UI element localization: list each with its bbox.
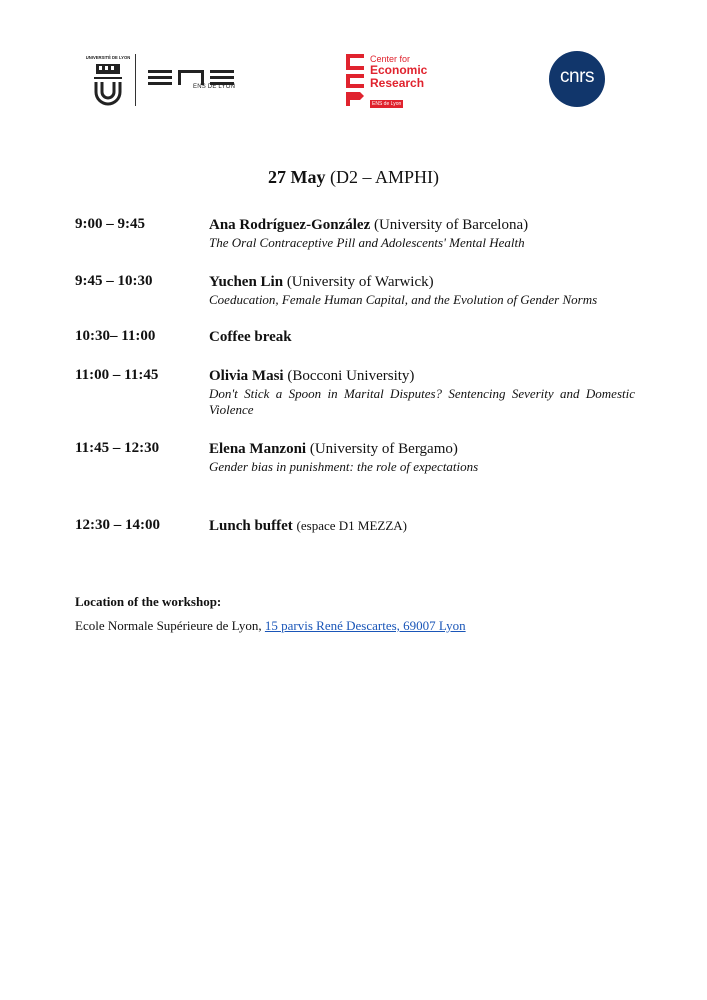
slot-time: 9:45 – 10:30 (75, 273, 153, 289)
location-label: Location of the workshop: (75, 594, 222, 609)
cer-line2: Economic (370, 63, 428, 77)
day-room: (D2 – AMPHI) (329, 167, 439, 187)
slot-time: 11:45 – 12:30 (75, 440, 160, 456)
speaker-affiliation: (University of Barcelona) (373, 217, 529, 233)
slot-time: 12:30 – 14:00 (75, 517, 160, 533)
speaker-affiliation: (University of Bergamo) (309, 441, 458, 457)
cer-logo (344, 52, 440, 110)
lunch-label: Lunch buffet (209, 518, 293, 534)
talk-title: The Oral Contraceptive Pill and Adolescents' Mental Health (209, 235, 525, 250)
cer-line3: Research (370, 76, 425, 90)
location-line (75, 618, 466, 634)
speaker-name: Elena Manzoni (209, 441, 307, 457)
speaker-name: Ana Rodríguez-González (209, 217, 371, 233)
logo-divider (135, 54, 136, 106)
speaker-name: Yuchen Lin (209, 274, 284, 290)
location-venue: Ecole Normale Supérieure de Lyon, (75, 618, 262, 633)
header-logos (0, 48, 707, 110)
slot-time: 11:00 – 11:45 (75, 367, 159, 383)
speaker-name: Olivia Masi (209, 368, 284, 384)
slot-time: 9:00 – 9:45 (75, 216, 145, 232)
cer-tag: ENS de Lyon (372, 101, 402, 107)
universite-de-lyon-logo (85, 52, 131, 110)
talk-title: Gender bias in punishment: the role of expectations (209, 459, 479, 474)
cer-wordmark (370, 54, 427, 90)
slot-time: 10:30– 11:00 (75, 328, 156, 344)
talk-title: Coeducation, Female Human Capital, and the Evolution of Gender Norms (209, 292, 598, 307)
break-label: Coffee break (209, 329, 292, 345)
cnrs-logo-text: cnrs (560, 66, 594, 87)
talk-title: Don't Stick a Spoon in Marital Disputes? Sentencing Severity and Domestic Violence (209, 386, 635, 417)
day-title (0, 167, 707, 188)
cer-mark-icon (344, 52, 366, 108)
cnrs-logo (549, 51, 605, 107)
day-date: 27 May (267, 167, 326, 187)
speaker-affiliation: (University of Warwick) (286, 274, 434, 290)
speaker-affiliation: (Bocconi University) (287, 368, 415, 384)
lunch-note: (espace D1 MEZZA) (296, 518, 407, 533)
universite-logo-text: UNIVERSITÉ DE LYON (85, 55, 131, 60)
location-address-link[interactable]: 15 parvis René Descartes, 69007 Lyon (264, 618, 466, 633)
ens-caption: ENS DE LYON (193, 84, 236, 90)
cer-line1: Center for (370, 54, 411, 64)
